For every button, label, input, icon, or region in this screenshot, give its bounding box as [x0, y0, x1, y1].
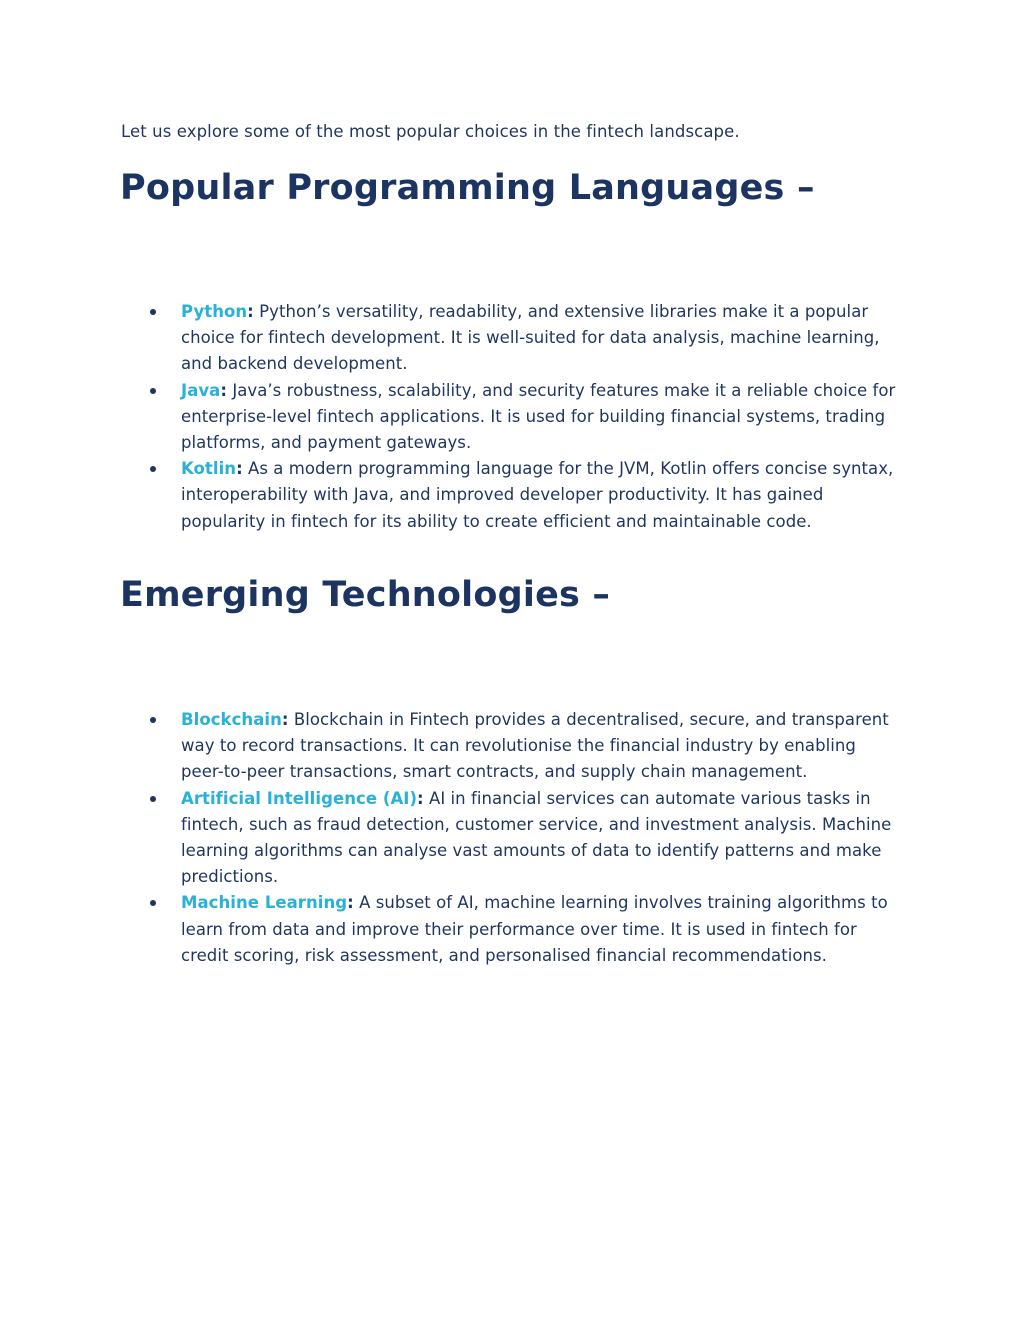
term-python: Python [181, 302, 248, 321]
section-heading-languages: Popular Programming Languages – [120, 168, 815, 208]
list-item-ai [0, 786, 901, 891]
bullet-icon [150, 309, 156, 315]
term-colon: : [236, 459, 243, 479]
languages-list [0, 299, 1024, 535]
item-description: Python’s versatility, readability, and extensive libraries make it a popular choice for fintech development. It is well-suited for data analysis, machine learning, and backend development. [181, 302, 880, 374]
list-item-python [0, 299, 901, 378]
list-item-machine-learning [0, 890, 901, 969]
term-colon: : [247, 302, 254, 321]
bullet-icon [150, 796, 156, 802]
term-kotlin: Kotlin [181, 459, 237, 479]
list-item-blockchain [0, 707, 901, 786]
term-java: Java [181, 380, 221, 400]
bullet-icon [150, 717, 156, 723]
term-blockchain: Blockchain [181, 710, 282, 729]
list-item-java [0, 378, 901, 457]
term-ai: Artificial Intelligence (AI) [181, 788, 418, 808]
term-colon: : [281, 710, 289, 729]
bullet-icon [150, 466, 156, 472]
section-heading-emerging: Emerging Technologies – [120, 575, 611, 615]
term-colon: : [417, 788, 424, 808]
list-item-kotlin [0, 456, 901, 535]
intro-paragraph: Let us explore some of the most popular choices in the fintech landscape. [121, 122, 740, 141]
emerging-tech-list [0, 707, 1024, 969]
item-description: Blockchain in Fintech provides a decentralised, secure, and transparent way to record transactions. It can revolutionise the financial industry by enabling peer-to-peer transactions, smart contracts, and supply chain management. [181, 710, 889, 782]
term-machine-learning: Machine Learning [181, 893, 348, 913]
term-colon: : [220, 380, 228, 400]
item-description: AI in financial services can automate various tasks in fintech, such as fraud detection, customer service, and investment analysis. Machine learning algorithms can analyse vast amounts of data to identify patterns and make predictions. [181, 788, 892, 887]
bullet-icon [150, 388, 156, 394]
item-description: As a modern programming language for the JVM, Kotlin offers concise syntax, interoperability with Java, and improved developer productivity. It has gained popularity in fintech for its ability to create efficient and maintainable code. [181, 459, 894, 531]
bullet-icon [150, 900, 156, 906]
term-colon: : [347, 893, 354, 913]
item-description: A subset of AI, machine learning involves training algorithms to learn from data and improve their performance over time. It is used in fintech for credit scoring, risk assessment, and personalised financial recommendations. [181, 893, 888, 965]
item-description: Java’s robustness, scalability, and security features make it a reliable choice for enterprise-level fintech applications. It is used for building financial systems, trading platforms, and payment gateways. [181, 380, 896, 453]
